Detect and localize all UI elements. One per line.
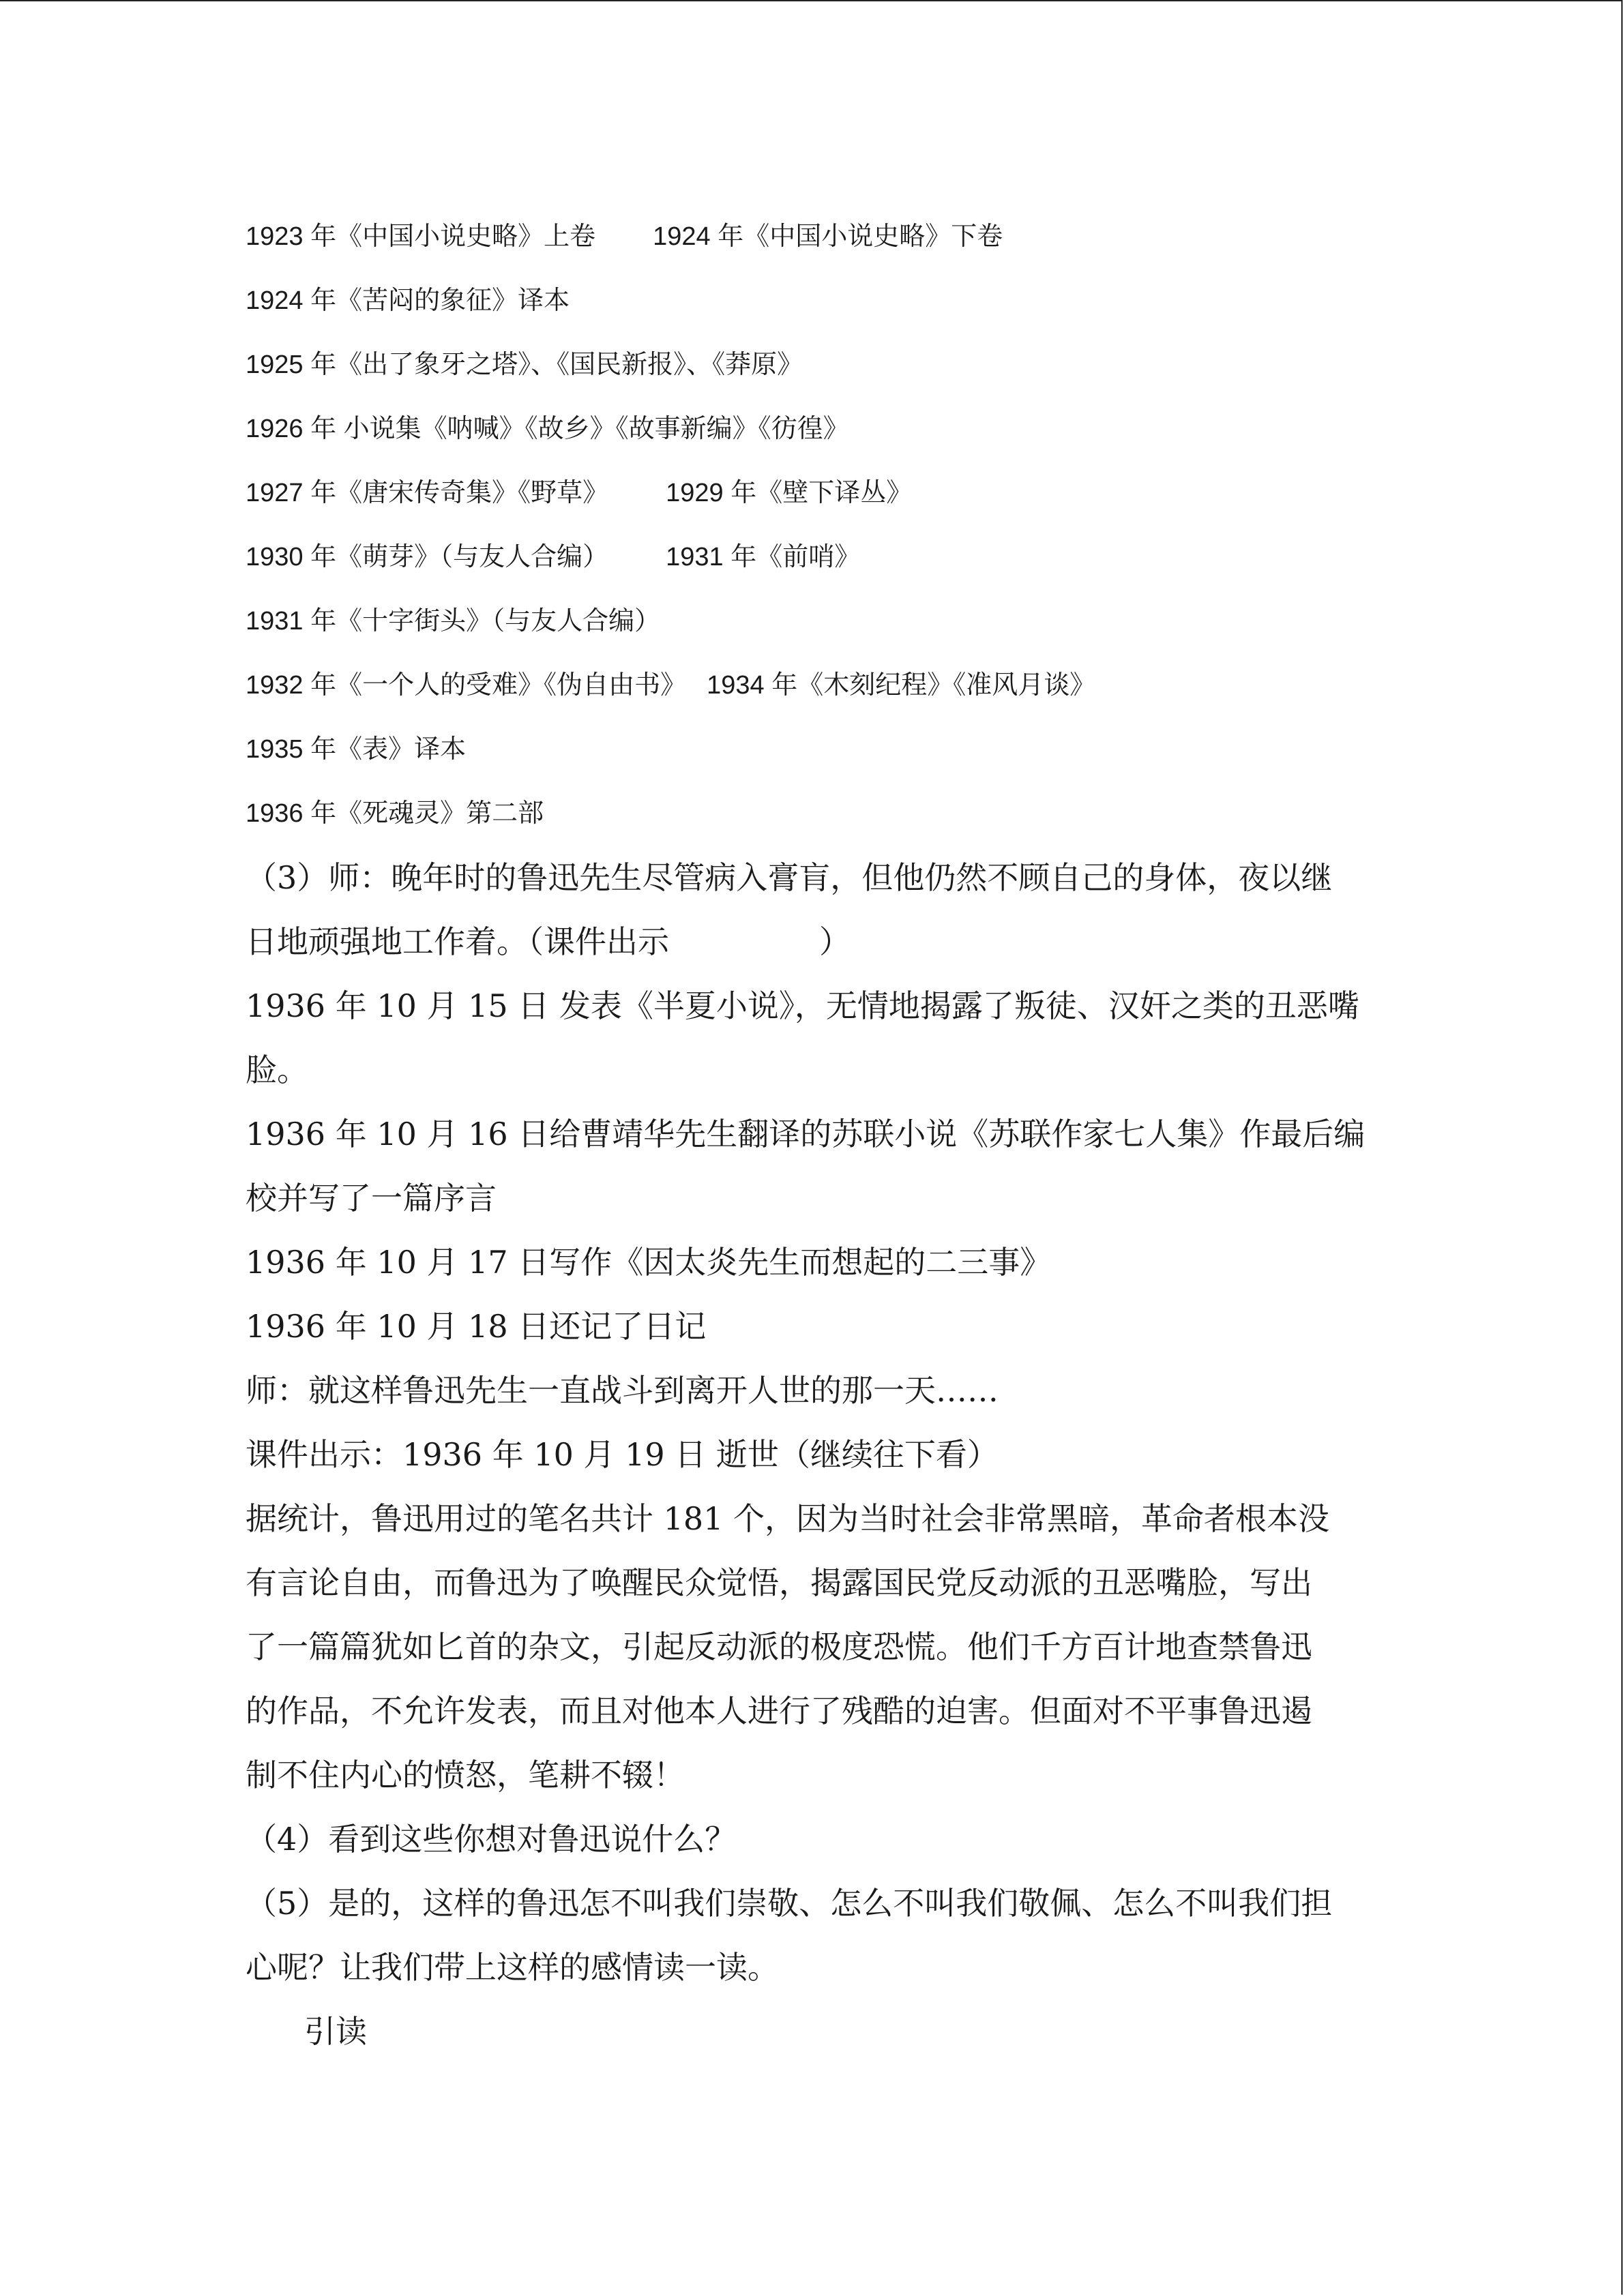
works-line <box>246 653 1378 717</box>
works-line <box>246 269 1378 333</box>
works-entry: 1924 年《苦闷的象征》译本 <box>246 286 570 315</box>
pen-names-paragraph <box>246 1487 1378 1807</box>
works-entry: 1925 年《出了象牙之塔》、《国民新报》、《莽原》 <box>246 351 803 379</box>
works-line <box>246 589 1378 653</box>
works-line <box>246 525 1378 589</box>
paragraph-line: 制不住内心的愤怒，笔耕不辍！ <box>246 1757 685 1793</box>
section-5 <box>246 1871 1378 1999</box>
works-entry: 1927 年《唐宋传奇集》《野草》 <box>246 479 609 507</box>
paragraph-line: 据统计，鲁迅用过的笔名共计 181 个，因为当时社会非常黑暗，革命者根本没 <box>246 1500 1330 1537</box>
teacher-line: 师：就这样鲁迅先生一直战斗到离开人世的那一天…… <box>246 1372 999 1409</box>
timeline-line: 1936 年 10 月 15 日 发表《半夏小说》，无情地揭露了叛徒、汉奸之类的丑恶嘴 <box>246 987 1359 1024</box>
works-line <box>246 781 1378 846</box>
paragraph-line: 有言论自由，而鲁迅为了唤醒民众觉悟，揭露国民党反动派的丑恶嘴脸，写出 <box>246 1564 1312 1601</box>
timeline-line: 1936 年 10 月 17 日写作《因太炎先生而想起的二三事》 <box>246 1244 1052 1281</box>
works-entry: 1932 年《一个人的受难》《伪自由书》 <box>246 671 687 700</box>
section-4: （4）看到这些你想对鲁迅说什么？ <box>246 1821 737 1858</box>
guided-reading-label: 引读 <box>304 2013 367 2050</box>
courseware-line: 课件出示：1936 年 10 月 19 日 逝世（继续往下看） <box>246 1436 999 1473</box>
works-entry: 1936 年《死魂灵》第二部 <box>246 799 544 828</box>
section-3-text: 日地顽强地工作着。（课件出示 <box>246 923 669 960</box>
works-line <box>246 461 1378 525</box>
works-entry: 1926 年 小说集《呐喊》《故乡》《故事新编》《彷徨》 <box>246 415 849 443</box>
paragraph-line: 的作品，不允许发表，而且对他本人进行了残酷的迫害。但面对不平事鲁迅遏 <box>246 1693 1312 1729</box>
works-line <box>246 205 1378 269</box>
works-entry: 1924 年《中国小说史略》下卷 <box>653 222 1003 251</box>
section-3 <box>246 846 1378 974</box>
paragraph-line: 了一篇篇犹如匕首的杂文，引起反动派的极度恐慌。他们千方百计地查禁鲁迅 <box>246 1628 1312 1665</box>
works-entry: 1931 年《前哨》 <box>666 543 861 571</box>
timeline-line: 校并写了一篇序言 <box>246 1180 497 1217</box>
works-line <box>246 333 1378 397</box>
works-line <box>246 397 1378 461</box>
works-entry: 1934 年《木刻纪程》《准风月谈》 <box>707 671 1096 700</box>
works-entry: 1935 年《表》译本 <box>246 735 467 764</box>
section-5-line: （5）是的，这样的鲁迅怎不叫我们崇敬、怎么不叫我们敬佩、怎么不叫我们担 <box>246 1885 1333 1922</box>
works-list <box>246 205 1378 846</box>
timeline-line: 1936 年 10 月 16 日给曹靖华先生翻译的苏联小说《苏联作家七人集》作最后编 <box>246 1116 1365 1152</box>
works-entry: 1931 年《十字街头》（与友人合编） <box>246 607 661 636</box>
timeline-line: 1936 年 10 月 18 日还记了日记 <box>246 1308 707 1345</box>
works-entry: 1930 年《萌芽》（与友人合编） <box>246 543 609 571</box>
works-entry: 1923 年《中国小说史略》上卷 <box>246 222 596 251</box>
works-line <box>246 717 1378 781</box>
section-3-line <box>246 910 1378 974</box>
section-5-line: 心呢？让我们带上这样的感情读一读。 <box>246 1949 779 1986</box>
section-3-bracket: ） <box>819 923 851 960</box>
document-body <box>246 205 1378 2063</box>
works-entry: 1929 年《壁下译丛》 <box>666 479 913 507</box>
timeline <box>246 974 1378 1358</box>
section-3-line: （3）师：晚年时的鲁迅先生尽管病入膏肓，但他仍然不顾自己的身体，夜以继 <box>246 859 1333 896</box>
timeline-line: 脸。 <box>246 1052 308 1088</box>
